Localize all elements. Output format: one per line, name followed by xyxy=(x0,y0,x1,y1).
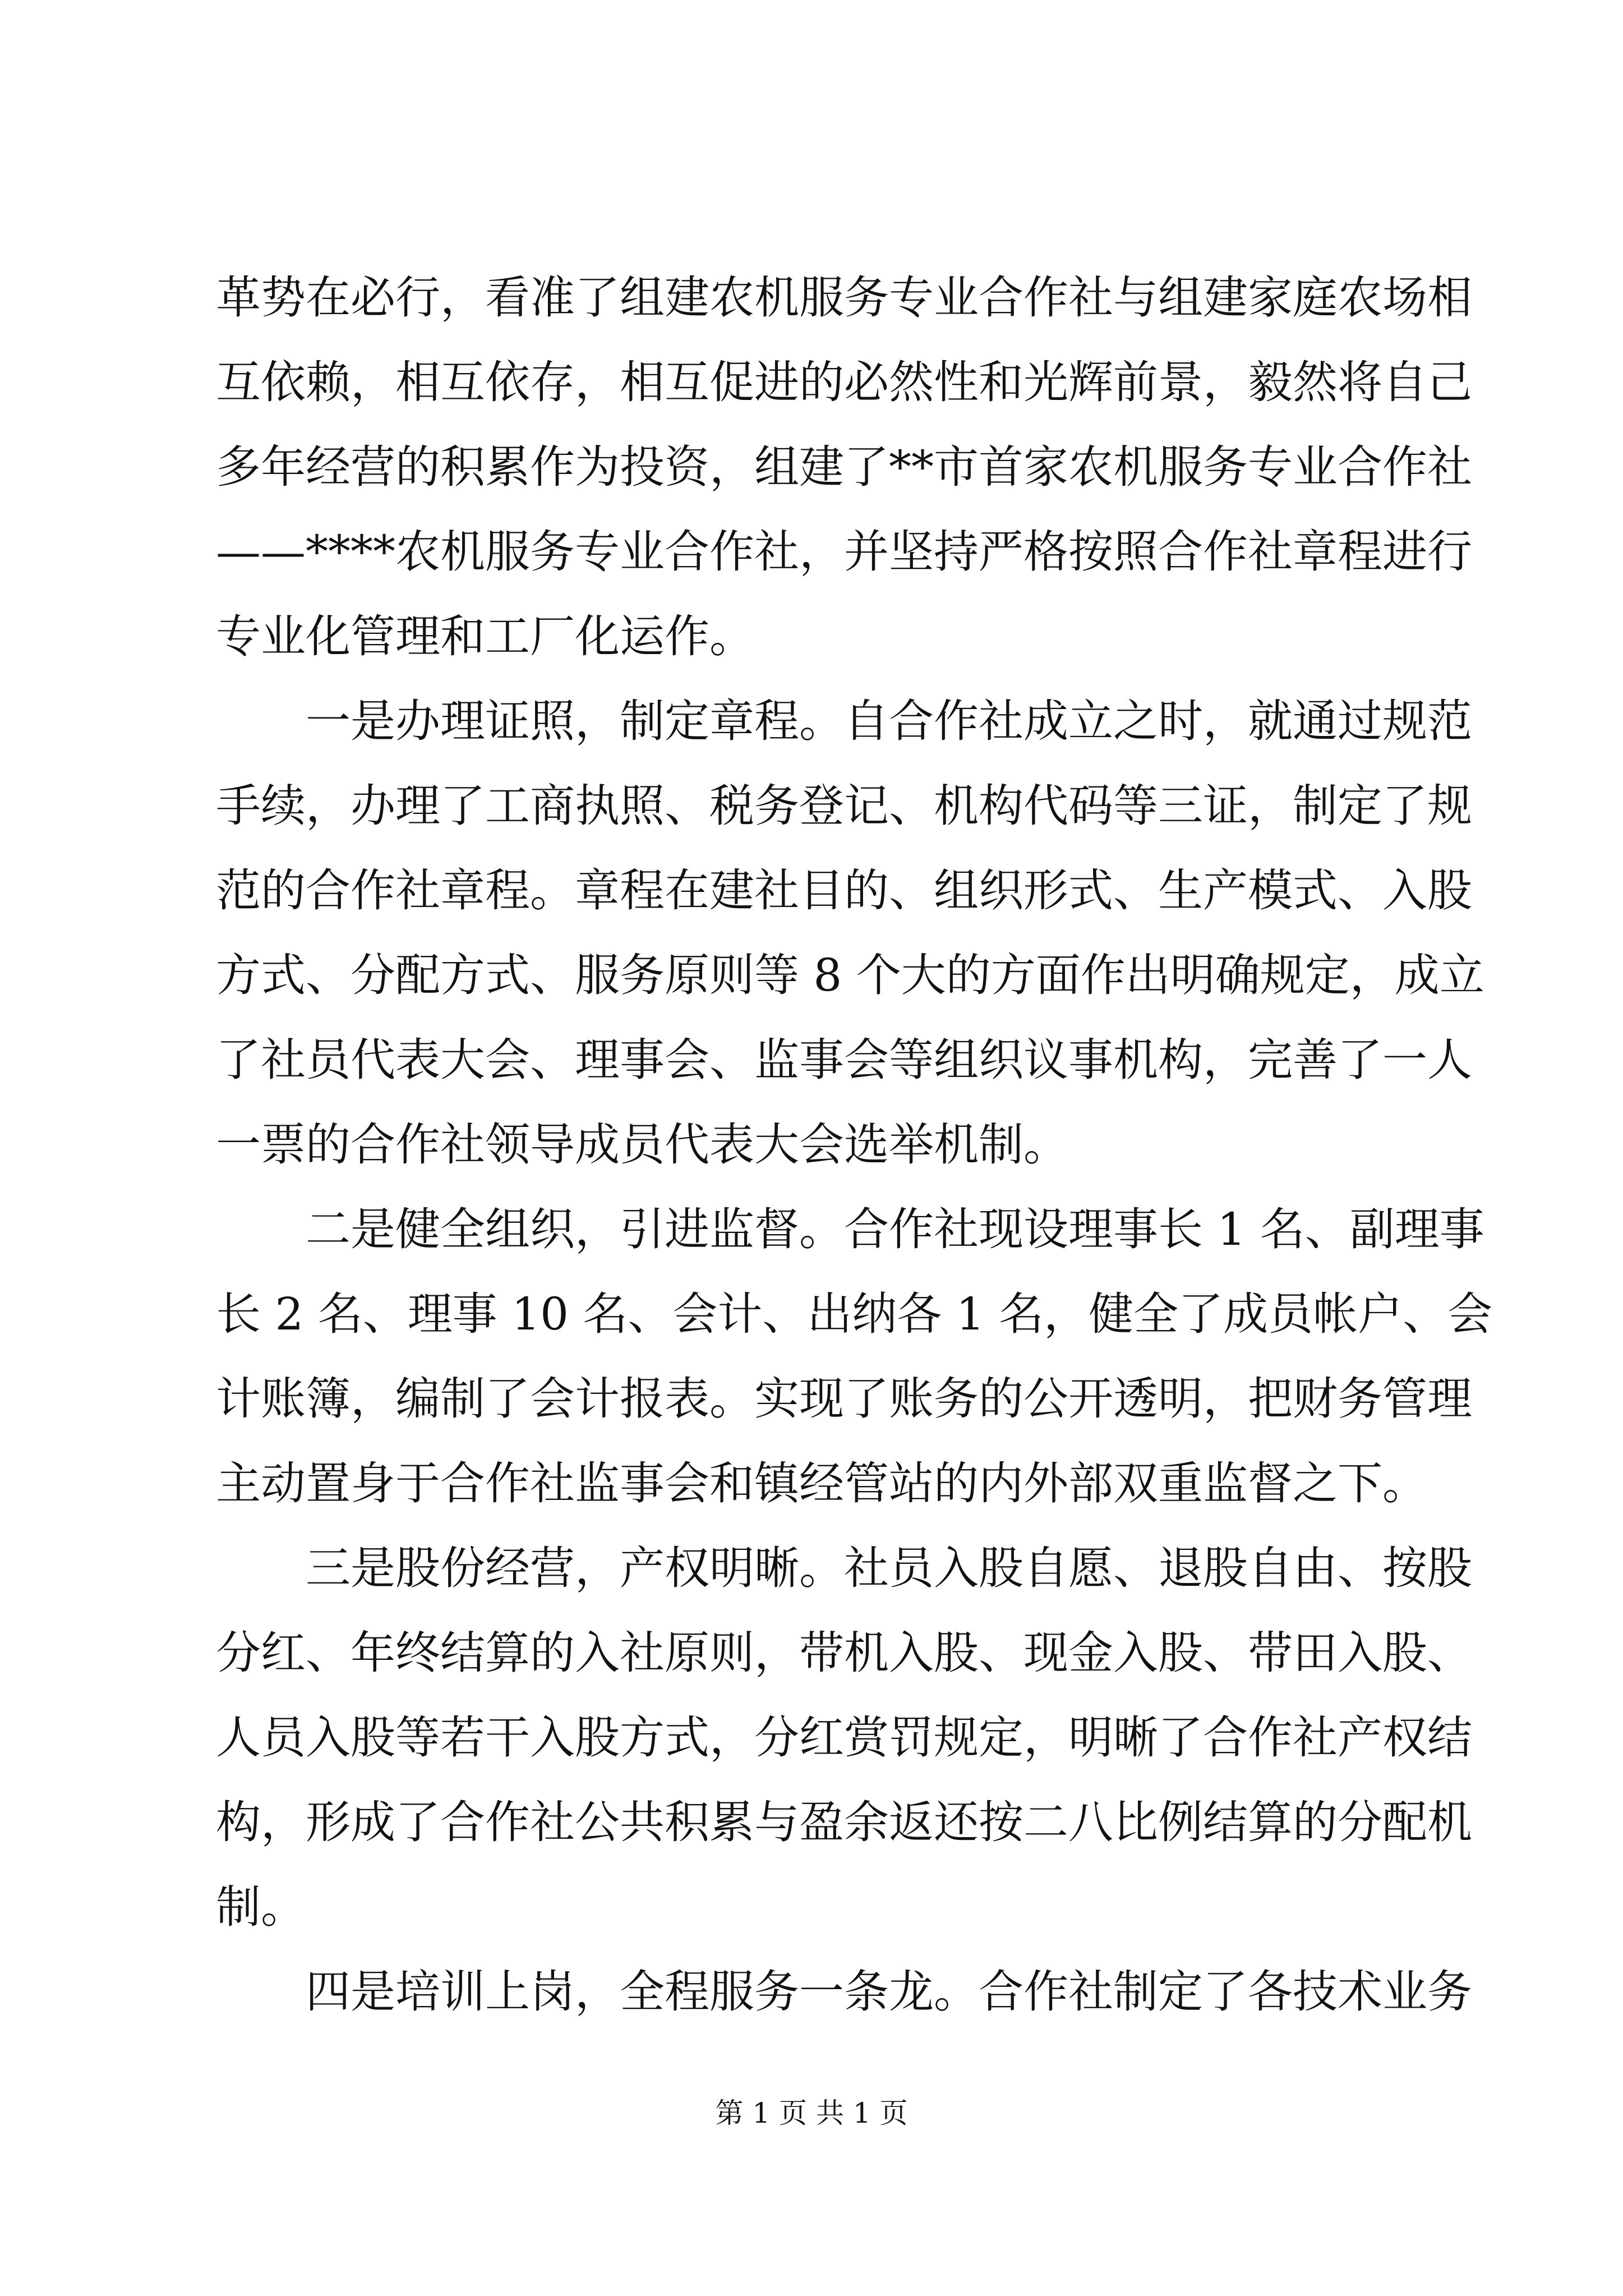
text-line: 主动置身于合作社监事会和镇经管站的内外部双重监督之下。 xyxy=(216,1457,1427,1510)
text-line: 革势在必行，看准了组建农机服务专业合作社与组建家庭农场相 xyxy=(216,272,1472,324)
text-line: 手续，办理了工商执照、税务登记、机构代码等三证，制定了规 xyxy=(216,780,1472,832)
text-line: 多年经营的积累作为投资，组建了**市首家农机服务专业合作社 xyxy=(216,441,1472,493)
paragraph-first-line: 四是培训上岗，全程服务一条龙。合作社制定了各技术业务 xyxy=(306,1966,1472,2018)
text-line: ——****农机服务专业合作社，并坚持严格按照合作社章程进行 xyxy=(216,526,1472,578)
paragraph-first-line: 一是办理证照，制定章程。自合作社成立之时，就通过规范 xyxy=(306,695,1472,747)
text-line: 构，形成了合作社公共积累与盈余返还按二八比例结算的分配机 xyxy=(216,1796,1472,1848)
text-line: 方式、分配方式、服务原则等 8 个大的方面作出明确规定，成立 xyxy=(216,949,1484,1001)
text-line: 分红、年终结算的入社原则，带机入股、现金入股、带田入股、 xyxy=(216,1627,1472,1679)
text-line: 一票的合作社领导成员代表大会选举机制。 xyxy=(216,1119,1068,1171)
text-line: 长 2 名、理事 10 名、会计、出纳各 1 名，健全了成员帐户、会 xyxy=(216,1288,1493,1340)
text-line: 制。 xyxy=(216,1881,306,1933)
text-line: 人员入股等若干入股方式，分红赏罚规定，明晰了合作社产权结 xyxy=(216,1711,1472,1764)
text-line: 了社员代表大会、理事会、监事会等组织议事机构，完善了一人 xyxy=(216,1034,1472,1086)
document-body xyxy=(216,255,1493,2034)
text-line: 计账簿，编制了会计报表。实现了账务的公开透明，把财务管理 xyxy=(216,1373,1472,1425)
text-line: 范的合作社章程。章程在建社目的、组织形式、生产模式、入股 xyxy=(216,864,1472,917)
paragraph-first-line: 二是健全组织，引进监督。合作社现设理事长 1 名、副理事 xyxy=(306,1203,1484,1255)
paragraph-first-line: 三是股份经营，产权明晰。社员入股自愿、退股自由、按股 xyxy=(306,1542,1472,1594)
page-footer: 第 1 页 共 1 页 xyxy=(715,2097,908,2129)
text-line: 互依赖，相互依存，相互促进的必然性和光辉前景，毅然将自己 xyxy=(216,356,1472,408)
text-line: 专业化管理和工厂化运作。 xyxy=(216,610,754,662)
